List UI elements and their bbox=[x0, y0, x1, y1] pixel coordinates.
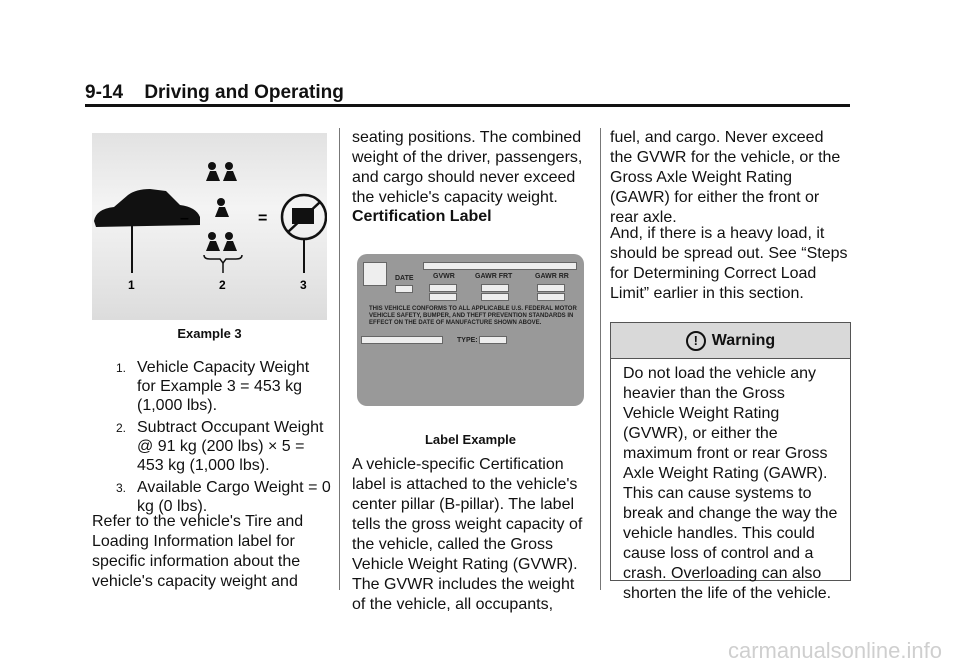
certification-label-illustration: DATE GVWR GAWR FRT GAWR RR THIS VEHICLE CONFORMS TO ALL APPLICABLE U.S. FEDERAL MOTOR VEHICLE SAFETY, BUMPER, AND THEFT PREVENTION STANDARDS IN EFFECT ON THE DATE OF MANUFACTURE SHOWN ABOVE. TYPE: bbox=[357, 254, 584, 406]
figure-caption: Example 3 bbox=[177, 326, 242, 341]
callout-2: 2 bbox=[219, 278, 226, 292]
example-list bbox=[92, 358, 332, 519]
occupant-icons bbox=[206, 162, 237, 251]
list-item: 1. Vehicle Capacity Weight for Example 3 = 453 kg (1,000 lbs). bbox=[116, 359, 310, 414]
list-item: 2. Subtract Occupant Weight @ 91 kg (200 lbs) × 5 = 453 kg (1,000 lbs). bbox=[116, 419, 324, 474]
callout-1: 1 bbox=[128, 278, 135, 292]
warning-title: Warning bbox=[711, 331, 776, 349]
header-rule bbox=[85, 104, 850, 107]
paragraph: And, if there is a heavy load, it should be spread out. See “Steps for Determining Correct Load Limit” earlier in this section. bbox=[610, 225, 848, 302]
column-divider bbox=[600, 128, 601, 590]
page-header bbox=[85, 82, 344, 104]
warning-header bbox=[611, 323, 850, 359]
list-item: 3. Available Cargo Weight = 0 kg (0 lbs). bbox=[116, 479, 331, 515]
minus-operator: – bbox=[180, 210, 189, 227]
warning-body: Do not load the vehicle any heavier than the Gross Vehicle Weight Rating (GVWR), or either the maximum front or rear Gross Axle Weight Rating (GAWR). This can cause systems to break and change the way the vehicle handles. This could cause loss of control and a crash. Overloading can also shorten the life of the vehicle. bbox=[623, 365, 838, 602]
section-heading: Certification Label bbox=[352, 208, 492, 225]
callout-3: 3 bbox=[300, 278, 307, 292]
equals-operator: = bbox=[258, 210, 268, 227]
section-title: Driving and Operating bbox=[144, 82, 344, 103]
paragraph: Refer to the vehicle's Tire and Loading Information label for specific information about the vehicle's capacity weight and bbox=[92, 513, 304, 590]
figure-caption: Label Example bbox=[424, 432, 517, 447]
page-number: 9-14 bbox=[85, 82, 124, 103]
paragraph: fuel, and cargo. Never exceed the GVWR for the vehicle, or the Gross Axle Weight Rating (GAWR) for either the front or rear axle. bbox=[610, 129, 841, 226]
capacity-diagram bbox=[92, 133, 327, 320]
warning-icon: ! bbox=[686, 331, 706, 351]
warning-box bbox=[610, 322, 851, 602]
column-divider bbox=[339, 128, 340, 590]
example-3-illustration bbox=[92, 133, 327, 320]
paragraph: A vehicle-specific Certification label is attached to the vehicle's center pillar (B-pillar). The label tells the gross weight capacity of the vehicle, called the Gross Vehicle Weight Rating (GVWR). The GVWR includes the weight of the vehicle, all occupants, bbox=[352, 456, 583, 613]
watermark: carmanualsonline.info bbox=[727, 638, 942, 663]
paragraph: seating positions. The combined weight of the driver, passengers, and cargo should never exceed the vehicle's capacity weight. bbox=[352, 129, 583, 206]
